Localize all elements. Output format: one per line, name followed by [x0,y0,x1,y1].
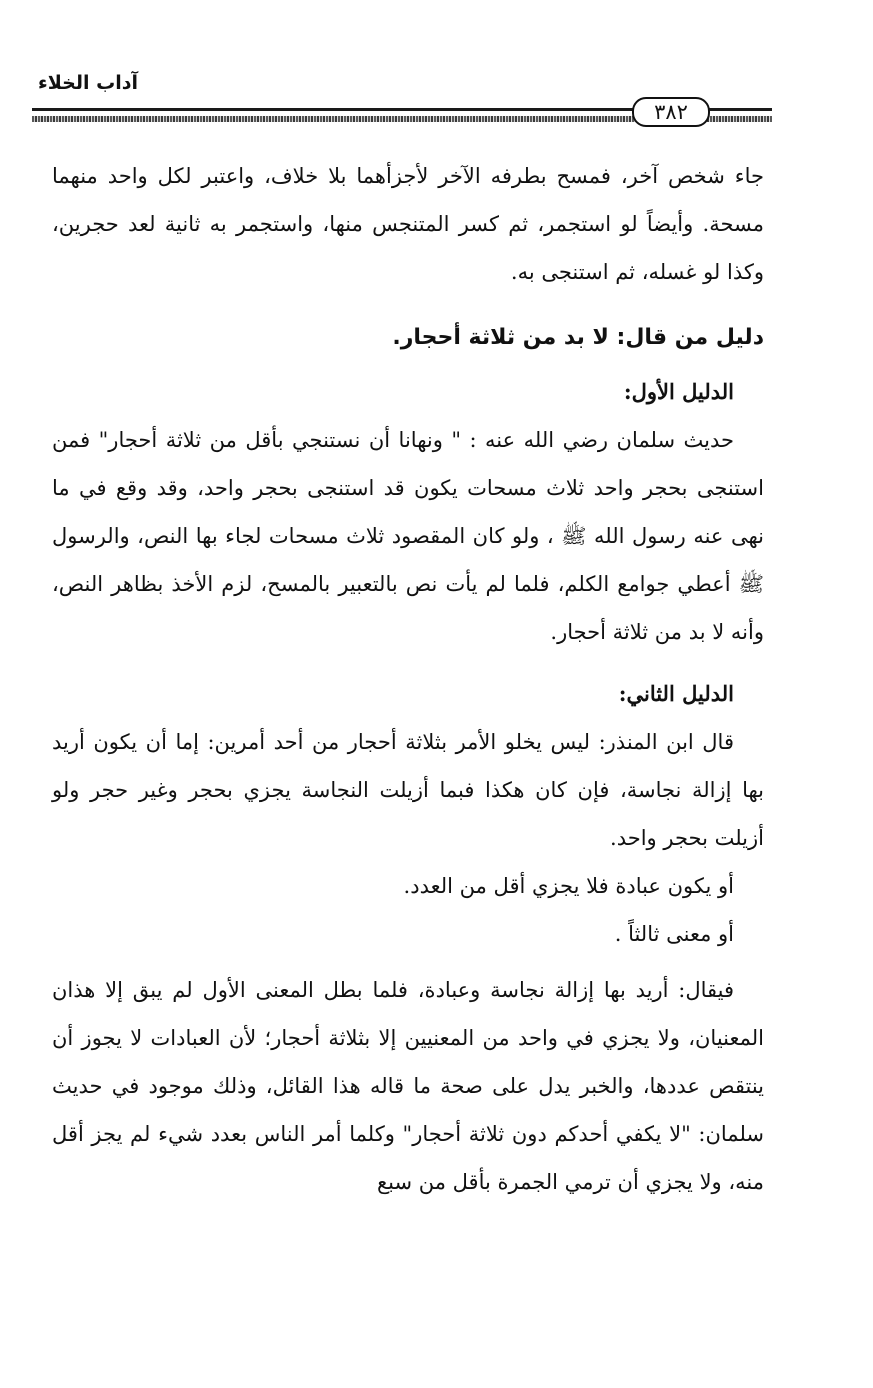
page-number: ٣٨٢ [632,97,710,127]
page-body [52,152,764,1206]
paragraph-response: فيقال: أريد بها إزالة نجاسة وعبادة، فلما بطل المعنى الأول لم يبق إلا هذان المعنيان، ولا يجزي في واحد من المعنيين إلا بثلاثة أحجار؛ لأن العبادات لا يجوز أن ينتقص عددها، والخبر يدل على صحة ما قاله هذا القائل، وذلك موجود في حديث سلمان: "لا يكفي أحدكم دون ثلاثة أحجار" وكلما أمر الناس بعدد شيء لم يجز أقل منه، ولا يجزي أن ترمي الجمرة بأقل من سبع [52,978,764,1194]
paragraph-first-evidence: حديث سلمان رضي الله عنه : " ونهانا أن نستنجي بأقل من ثلاثة أحجار" فمن استنجى بحجر واحد ثلاث مسحات يكون قد استنجى بحجر واحد، وقد وقع في ما نهى عنه رسول الله ﷺ ، ولو كان المقصود ثلاث مسحات لجاء بها النص، والرسول ﷺ أعطي جوامع الكلم، فلما لم يأت نص بالتعبير بالمسح، لزم الأخذ بظاهر النص، وأنه لا بد من ثلاثة أحجار. [52,428,764,644]
paragraph-second-evidence: قال ابن المنذر: ليس يخلو الأمر بثلاثة أحجار من أحد أمرين: إما أن يكون أريد بها إزالة نجاسة، فإن كان هكذا فبما أزيلت النجاسة يجزي بحجر وغير حجر ولو أزيلت بحجر واحد. [52,730,764,850]
option-line-worship: أو يكون عبادة فلا يجزي أقل من العدد. [403,874,734,898]
page-header [0,0,873,140]
paragraph-continuation: جاء شخص آخر، فمسح بطرفه الآخر لأجزأهما بلا خلاف، واعتبر لكل واحد منهما مسحة. وأيضاً لو استجمر، ثم كسر المتنجس منها، واستجمر به ثانية لعد حجرين، وكذا لو غسله، ثم استنجى به. [52,164,764,284]
running-book-title: آداب الخلاء [38,72,138,94]
option-line-third-meaning: أو معنى ثالثاً . [614,922,734,946]
section-heading: دليل من قال: لا بد من ثلاثة أحجار. [392,325,764,350]
subheading-second-evidence: الدليل الثاني: [618,681,734,706]
subheading-first-evidence: الدليل الأول: [623,379,734,404]
